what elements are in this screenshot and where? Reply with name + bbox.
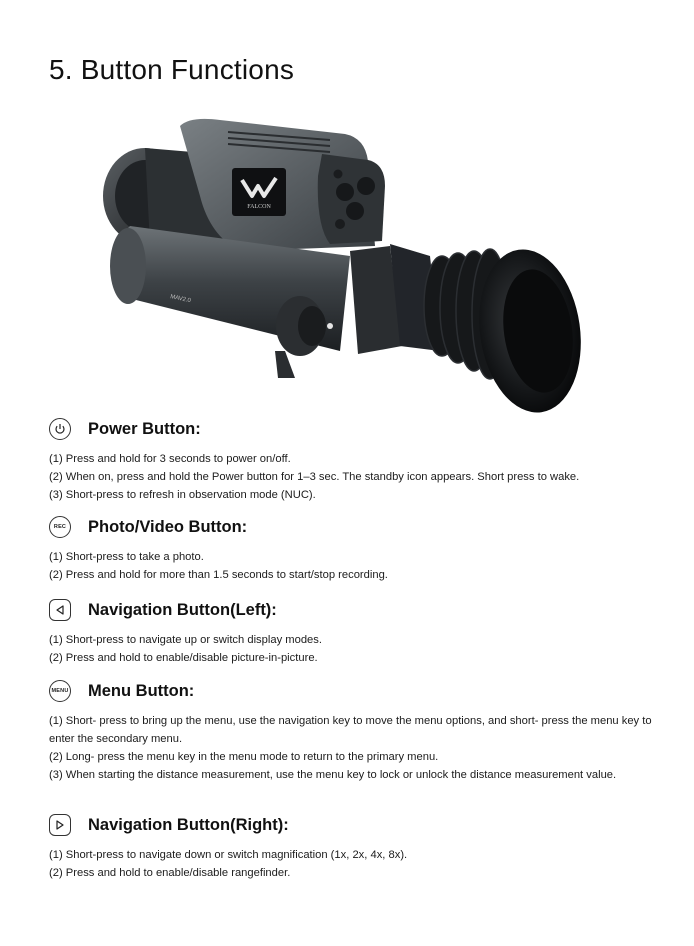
list-item: (2) Press and hold to enable/disable picture-in-picture.: [49, 652, 318, 664]
page-title: 5. Button Functions: [49, 54, 295, 85]
mount-lever: [275, 351, 295, 378]
list-item: (1) Short-press to navigate down or switch magnification (1x, 2x, 4x, 8x).: [49, 849, 408, 861]
svg-text:MAV2.0: MAV2.0: [169, 294, 192, 305]
triangle-left-icon: [49, 599, 71, 621]
section-power: [49, 416, 669, 504]
menu-icon: MENU: [49, 680, 71, 702]
list-item: (2) Long- press the menu key in the menu mode to return to the primary menu.: [49, 751, 439, 763]
svg-text:FALCON: FALCON: [247, 204, 271, 210]
thermal-scope-image: [90, 116, 610, 446]
list-item: (2) Press and hold for more than 1.5 seconds to start/stop recording.: [49, 569, 388, 581]
section-photo-video: [49, 514, 669, 584]
nav-right-button: [357, 177, 375, 195]
power-button: [334, 170, 343, 179]
list-item: (3) When starting the distance measurement, use the menu key to lock or unlock the distance measurement value.: [49, 769, 617, 781]
list-item: (1) Short-press to navigate up or switch display modes.: [49, 634, 322, 646]
section-nav-right: [49, 812, 669, 882]
nav-left-button: [336, 183, 354, 201]
list-item: (1) Press and hold for 3 seconds to power on/off.: [49, 453, 291, 465]
rec-button: [346, 202, 364, 220]
menu-button: [335, 219, 345, 229]
triangle-right-icon: [49, 814, 71, 836]
section-title: Navigation Button(Left):: [88, 600, 277, 619]
list-item: (3) Short-press to refresh in observation mode (NUC).: [49, 489, 316, 501]
power-icon: [49, 418, 71, 440]
section-title: Menu Button:: [88, 681, 195, 700]
section-menu: [49, 678, 669, 784]
list-item: (2) When on, press and hold the Power button for 1–3 sec. The standby icon appears. Short press to wake.: [49, 471, 580, 483]
section-nav-left: [49, 597, 669, 667]
list-item: (1) Short- press to bring up the menu, use the navigation key to move the menu options, and short- press the menu key to enter the secondary menu.: [49, 715, 652, 745]
section-title: Navigation Button(Right):: [88, 815, 289, 834]
list-item: (1) Short-press to take a photo.: [49, 551, 204, 563]
section-title: Photo/Video Button:: [88, 517, 248, 536]
section-title: Power Button:: [88, 419, 201, 438]
button-panel: [318, 154, 385, 244]
rec-icon: REC: [49, 516, 71, 538]
list-item: (2) Press and hold to enable/disable rangefinder.: [49, 867, 291, 879]
